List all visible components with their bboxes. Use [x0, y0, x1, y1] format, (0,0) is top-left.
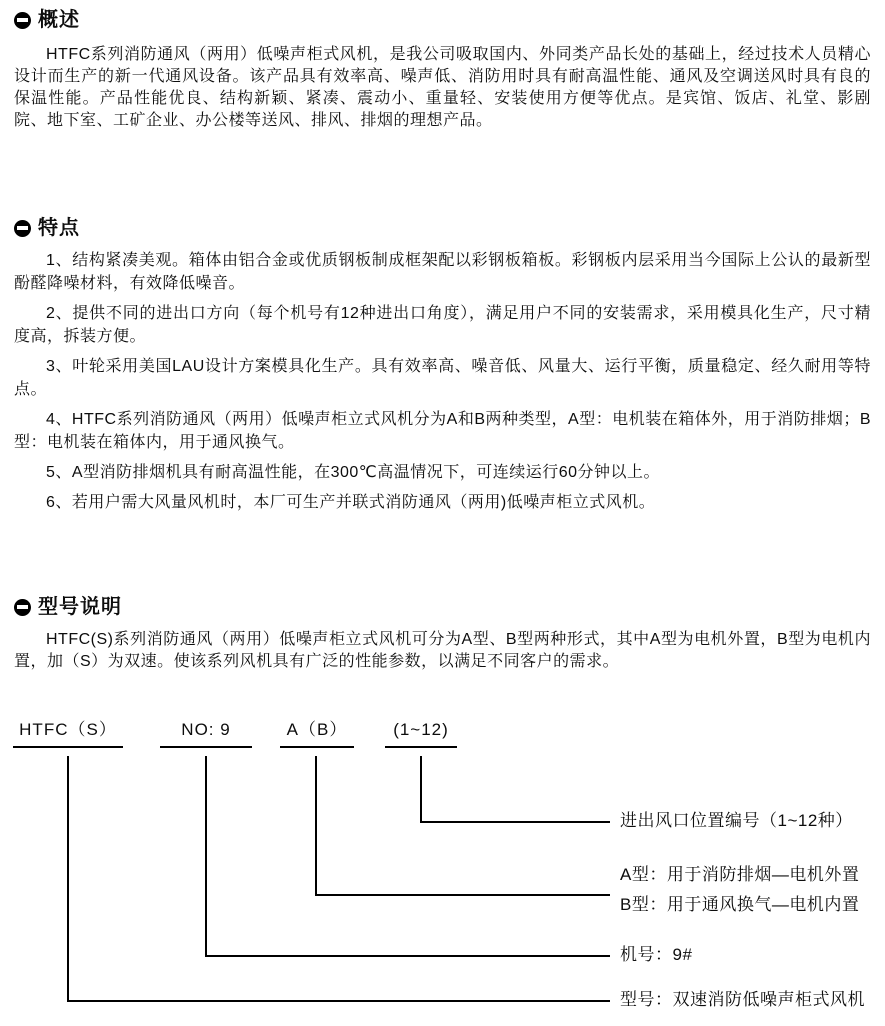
model-title: 型号说明 — [38, 596, 122, 618]
callout-model-name: 型号：双速消防低噪声柜式风机 — [620, 990, 865, 1009]
connector-line-series-vertical — [67, 756, 69, 1002]
section-features — [14, 216, 871, 521]
callout-outlet-positions: 进出风口位置编号（1~12种） — [620, 811, 853, 830]
section-bullet-icon — [14, 599, 31, 616]
section-bullet-icon — [14, 12, 31, 29]
feature-item-6: 6、若用户需大风量风机时，本厂可生产并联式消防通风（两用)低噪声柜立式风机。 — [46, 494, 656, 511]
connector-line-outlet-horizontal — [420, 821, 610, 823]
feature-item-4: 4、HTFC系列消防通风（两用）低噪声柜立式风机分为A和B两种类型，A型：电机装在箱体外，用于消防排烟；B型：电机装在箱体内，用于通风换气。 — [14, 411, 871, 451]
model-header — [14, 595, 871, 619]
code-part-type: A（B） — [280, 720, 354, 748]
connector-line-type-vertical — [315, 756, 317, 896]
connector-line-size-horizontal — [205, 955, 610, 957]
overview-title: 概述 — [38, 9, 80, 31]
code-part-outlet-number: (1~12) — [385, 720, 457, 748]
model-code-diagram — [0, 700, 885, 1026]
callout-type-b: B型：用于通风换气—电机内置 — [620, 895, 860, 914]
callout-type-a: A型：用于消防排烟—电机外置 — [620, 865, 860, 884]
feature-item-3: 3、叶轮采用美国LAU设计方案模具化生产。具有效率高、噪音低、风量大、运行平衡，质量稳定、经久耐用等特点。 — [14, 358, 871, 398]
feature-item-5: 5、A型消防排烟机具有耐高温性能，在300℃高温情况下，可连续运行60分钟以上。 — [46, 464, 661, 481]
callout-fan-size: 机号：9# — [620, 945, 693, 964]
section-model-description — [14, 595, 871, 673]
model-paragraph: HTFC(S)系列消防通风（两用）低噪声柜立式风机可分为A型、B型两种形式，其中A型为电机外置，B型为电机内置，加（S）为双速。使该系列风机具有广泛的性能参数，以满足不同客户的需求。 — [14, 631, 871, 670]
code-part-series: HTFC（S） — [13, 720, 123, 748]
section-bullet-icon — [14, 220, 31, 237]
section-overview — [14, 8, 871, 132]
code-part-size: NO: 9 — [160, 720, 252, 748]
feature-item-1: 1、结构紧凑美观。箱体由铝合金或优质钢板制成框架配以彩钢板箱板。彩钢板内层采用当今国际上公认的最新型酚醛降噪材料，有效降低噪音。 — [14, 252, 871, 292]
connector-line-outlet-vertical — [420, 756, 422, 823]
feature-item-2: 2、提供不同的进出口方向（每个机号有12种进出口角度），满足用户不同的安装需求，采用模具化生产，尺寸精度高，拆装方便。 — [14, 305, 871, 345]
overview-paragraph: HTFC系列消防通风（两用）低噪声柜式风机，是我公司吸取国内、外同类产品长处的基础上，经过技术人员精心设计而生产的新一代通风设备。该产品具有效率高、噪声低、消防用时具有耐高温性能、通风及空调送风时具有良的保温性能。产品性能优良、结构新颖、紧凑、震动小、重量轻、安装使用方便等优点。是宾馆、饭店、礼堂、影剧院、地下室、工矿企业、办公楼等送风、排风、排烟的理想产品。 — [14, 46, 871, 129]
overview-header — [14, 8, 871, 32]
connector-line-series-horizontal — [67, 1000, 610, 1002]
features-list — [14, 249, 871, 514]
connector-line-size-vertical — [205, 756, 207, 957]
features-header — [14, 216, 871, 240]
connector-line-type-horizontal — [315, 894, 610, 896]
features-title: 特点 — [38, 217, 80, 239]
